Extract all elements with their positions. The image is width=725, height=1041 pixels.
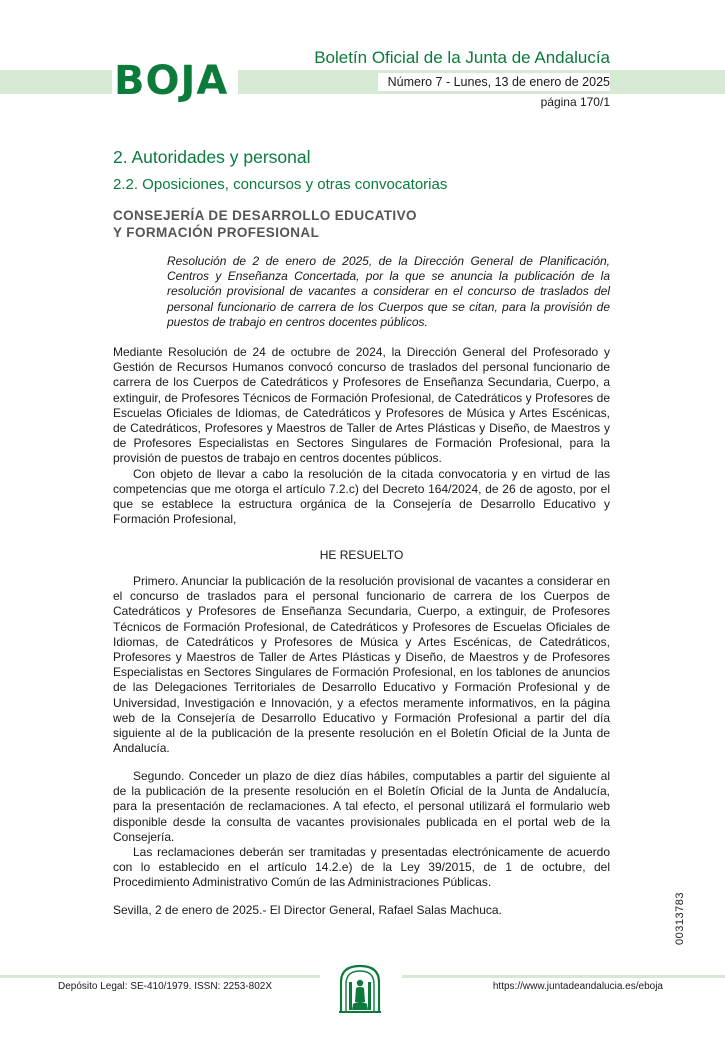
subsection-heading: 2.2. Oposiciones, concursos y otras convocatorias xyxy=(113,176,448,193)
page-number: página 170/1 xyxy=(540,95,610,109)
header-band xyxy=(0,70,725,94)
consejeria-line-1: CONSEJERÍA DE DESARROLLO EDUCATIVO xyxy=(113,208,417,223)
reclamaciones-paragraph: Las reclamaciones deberán ser tramitadas y presentadas electrónicamente de acuerdo con lo establecido en el artículo 14.2.e) de la Ley 39/2015, de 1 de octubre, del Procedimiento Administrativo Común de las Administraciones Públicas. xyxy=(113,845,610,890)
legal-deposit: Depósito Legal: SE-410/1979. ISSN: 2253-802X xyxy=(58,981,273,992)
bulletin-title: Boletín Oficial de la Junta de Andalucía xyxy=(314,48,610,67)
intro-section xyxy=(113,345,610,527)
segundo-paragraph: Segundo. Conceder un plazo de diez días hábiles, computables a partir del siguiente al de la publicación de la presente resolución en el Boletín Oficial de la Junta de Andalucía, para la presentación de reclamaciones. A tal efecto, el personal utilizará el formulario web disponible desde la consulta de vacantes provisionales publicada en el portal web de la Consejería. xyxy=(113,769,610,844)
consejeria-heading xyxy=(113,207,417,241)
intro-paragraph-1: Mediante Resolución de 24 de octubre de 2024, la Dirección General del Profesorado y Gestión de Recursos Humanos convocó concurso de traslados del personal funcionario de carrera de los Cuerpos de Catedráticos y Profesores de Enseñanza Secundaria, Cuerpo, a extinguir, de Profesores Técnicos de Formación Profesional, de Catedráticos y Profesores de Escuelas Oficiales de Idiomas, de Catedráticos y Profesores de Música y Artes Escénicas, de Catedráticos, Profesores y Maestros de Taller de Artes Plásticas y Diseño, de Maestros y de Profesores Especialistas en Sectores Singulares de Formación Profesional, para la provisión de puestos de trabajo en centros docentes públicos. xyxy=(113,345,610,466)
footer-rule-left xyxy=(0,975,320,978)
eboja-url-link[interactable]: https://www.juntadeandalucia.es/eboja xyxy=(492,981,663,992)
primero-paragraph: Primero. Anunciar la publicación de la resolución provisional de vacantes a considerar en el concurso de traslados para el personal funcionario de carrera de los Cuerpos de Catedráticos y Profesores de Enseñanza Secundaria, Cuerpo, a extinguir, de Profesores Técnicos de Formación Profesional, de Catedráticos y Profesores de Escuelas Oficiales de Idiomas, de Catedráticos y Profesores de Música y Artes Escénicas, de Catedráticos, Profesores y Maestros de Taller de Artes Plásticas y Diseño, de Maestros y de Profesores Especialistas en Sectores Singulares de Formación Profesional, en los tablones de anuncios de las Delegaciones Territoriales de Desarrollo Educativo y Formación Profesional y de Universidad, Investigación e Innovación, y a efectos meramente informativos, en la página web de la Consejería de Desarrollo Educativo y Formación Profesional a partir del día siguiente al de la publicación de la presente resolución en el Boletín Oficial de la Junta de Andalucía. xyxy=(113,574,610,756)
signature-section xyxy=(113,903,610,918)
intro-paragraph-2: Con objeto de llevar a cabo la resolución de la citada convocatoria y en virtud de las competencias que me otorga el artículo 7.2.c) del Decreto 164/2024, de 26 de agosto, por el que se establece la estructura orgánica de la Consejería de Desarrollo Educativo y Formación Profesional, xyxy=(113,466,610,527)
he-resuelto-heading: HE RESUELTO xyxy=(319,548,404,562)
section-heading: 2. Autoridades y personal xyxy=(113,147,311,167)
primero-section xyxy=(113,574,610,756)
signature-line: Sevilla, 2 de enero de 2025.- El Director General, Rafael Salas Machuca. xyxy=(113,903,502,917)
segundo-section xyxy=(113,769,610,891)
junta-andalucia-emblem-icon xyxy=(337,962,383,1014)
boja-logo: BOJA xyxy=(112,58,238,104)
consejeria-line-2: Y FORMACIÓN PROFESIONAL xyxy=(113,225,320,240)
footer-rule-right xyxy=(402,975,725,978)
issue-number: Número 7 - Lunes, 13 de enero de 2025 xyxy=(378,73,610,91)
document-code: 00313783 xyxy=(674,892,686,945)
resolution-title: Resolución de 2 de enero de 2025, de la Dirección General de Planificación, Centros y Enseñanza Concertada, por la que se anuncia la publicación de la resolución provisional de vacantes a considerar en el concurso de traslados del personal funcionario de carrera de los Cuerpos que se citan, para la provisión de puestos de trabajo en centros docentes públicos. xyxy=(167,254,610,329)
